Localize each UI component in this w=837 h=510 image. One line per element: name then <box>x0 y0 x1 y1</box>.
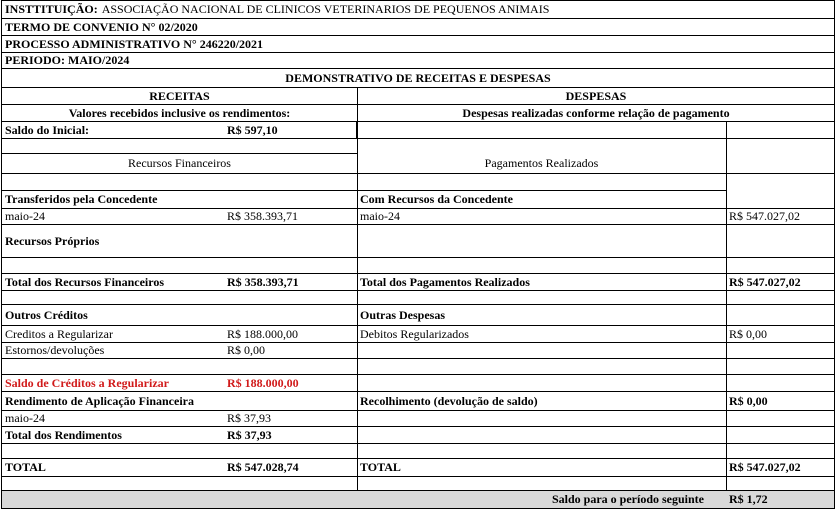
processo-administrativo: PROCESSO ADMINISTRATIVO N° 246220/2021 <box>5 36 264 51</box>
com-recursos-value: R$ 547.027,02 <box>729 209 801 223</box>
saldo-inicial-label: Saldo do Inicial: <box>5 122 90 137</box>
spacer-row <box>2 174 834 190</box>
transferidos-value: R$ 358.393,71 <box>227 209 299 223</box>
receitas-subtitle: Valores recebidos inclusive os rendimentos: <box>68 105 291 120</box>
spacer-row <box>2 291 834 305</box>
transferidos-value-row <box>2 208 834 225</box>
saldo-creditos-row <box>2 375 834 392</box>
com-recursos-label: Com Recursos da Concedente <box>357 190 726 208</box>
periodo-row <box>2 53 834 69</box>
saldo-seguinte-value: R$ 1,72 <box>726 491 834 508</box>
section-subtitle-row <box>2 105 834 122</box>
receitas-total-value: R$ 547.028,74 <box>227 460 299 474</box>
recolhimento-label: Recolhimento (devolução de saldo) <box>360 393 538 408</box>
rendimento-month: maio-24 <box>5 411 45 425</box>
outros-creditos-label: Outros Créditos <box>5 307 88 322</box>
saldo-creditos-value: R$ 188.000,00 <box>227 375 299 390</box>
spacer-row <box>2 444 834 459</box>
periodo: PERIODO: MAIO/2024 <box>5 53 130 67</box>
spacer-row <box>2 477 834 491</box>
termo-convenio: TERMO DE CONVENIO N° 02/2020 <box>5 19 198 34</box>
recursos-proprios-row <box>2 225 834 258</box>
recursos-header-row <box>2 154 834 174</box>
despesas-total-value: R$ 547.027,02 <box>729 460 801 474</box>
outros-heading-row <box>2 305 834 326</box>
institution-row <box>2 1 834 19</box>
rendimento-row <box>2 392 834 411</box>
institution-label: INSTTITUIÇÃO: <box>5 2 98 16</box>
transferidos-label: Transferidos pela Concedente <box>2 190 357 208</box>
processo-row <box>2 36 834 53</box>
despesas-title: DESPESAS <box>357 88 834 104</box>
total-rendimentos-label: Total dos Rendimentos <box>5 427 122 442</box>
financial-statement-sheet <box>1 0 835 509</box>
demonstrativo-title: DEMONSTRATIVO DE RECEITAS E DESPESAS <box>285 70 551 85</box>
estornos-value: R$ 0,00 <box>227 343 266 357</box>
saldo-inicial-row <box>2 122 834 139</box>
demonstrativo-row <box>2 69 834 88</box>
debitos-regularizados-label: Debitos Regularizados <box>360 326 469 341</box>
despesas-subtitle: Despesas realizadas conforme relação de pagamento <box>357 105 834 121</box>
recolhimento-value: R$ 0,00 <box>729 393 768 408</box>
estornos-label: Estornos/devoluções <box>5 343 105 357</box>
termo-row <box>2 19 834 36</box>
saldo-creditos-label: Saldo de Créditos a Regularizar <box>5 375 169 390</box>
total-recursos-value: R$ 358.393,71 <box>227 274 299 289</box>
spacer-row <box>2 258 834 274</box>
total-recursos-row <box>2 273 834 291</box>
total-pagamentos-label: Total dos Pagamentos Realizados <box>360 274 530 289</box>
despesas-total-label: TOTAL <box>360 460 401 474</box>
estornos-row <box>2 343 834 359</box>
saldo-seguinte-row <box>2 491 834 508</box>
com-recursos-month: maio-24 <box>360 209 400 223</box>
section-title-row <box>2 88 834 105</box>
rendimento-value: R$ 37,93 <box>227 411 272 425</box>
institution-name: ASSOCIAÇÃO NACIONAL DE CLINICOS VETERINARIOS DE PEQUENOS ANIMAIS <box>101 2 550 16</box>
recursos-financeiros-heading: Recursos Financeiros <box>128 156 231 170</box>
saldo-inicial-box <box>2 122 357 138</box>
total-rendimentos-row <box>2 427 834 444</box>
saldo-seguinte-label: Saldo para o período seguinte <box>551 492 704 506</box>
total-row <box>2 458 834 477</box>
creditos-regularizar-row <box>2 326 834 343</box>
total-rendimentos-value: R$ 37,93 <box>227 427 272 442</box>
saldo-inicial-value: R$ 597,10 <box>227 122 278 137</box>
receitas-title: RECEITAS <box>149 88 210 103</box>
total-recursos-label: Total dos Recursos Financeiros <box>5 274 165 289</box>
statement-body <box>2 122 834 508</box>
spacer-row <box>2 139 834 154</box>
rendimento-label: Rendimento de Aplicação Financeira <box>5 393 194 408</box>
rendimento-month-row <box>2 411 834 427</box>
creditos-regularizar-label: Creditos a Regularizar <box>5 326 113 341</box>
transferidos-heading-row <box>2 190 834 208</box>
pagamentos-realizados-heading: Pagamentos Realizados <box>484 156 599 170</box>
total-pagamentos-value: R$ 547.027,02 <box>729 274 801 289</box>
creditos-regularizar-value: R$ 188.000,00 <box>227 326 299 341</box>
transferidos-month: maio-24 <box>5 209 45 223</box>
spacer-row <box>2 359 834 375</box>
debitos-regularizados-value: R$ 0,00 <box>729 326 768 341</box>
receitas-total-label: TOTAL <box>5 460 46 474</box>
recursos-proprios-label: Recursos Próprios <box>5 233 100 248</box>
outras-despesas-label: Outras Despesas <box>360 307 446 322</box>
